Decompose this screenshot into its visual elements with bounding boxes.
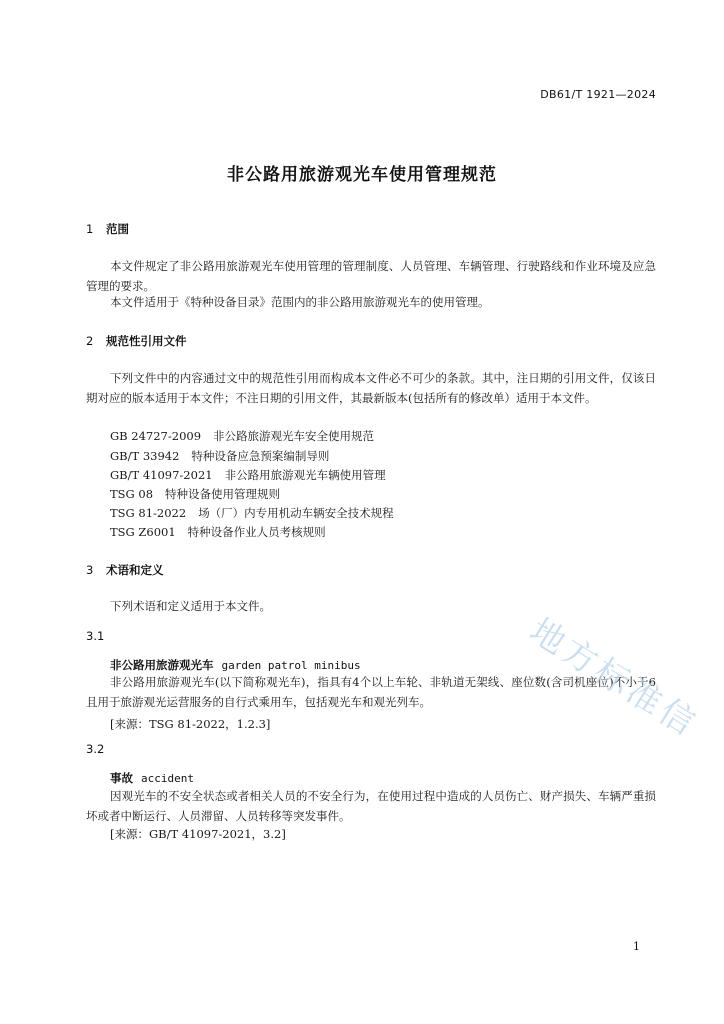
term-number: 3.1: [86, 629, 105, 643]
section-number: 2: [86, 334, 94, 348]
term-en: accident: [141, 772, 194, 785]
reference-item: TSG 08 特种设备使用管理规则: [110, 487, 281, 501]
reference-item: GB/T 41097-2021 非公路用旅游观光车辆使用管理: [110, 468, 386, 482]
watermark: 地方标准信: [522, 610, 705, 746]
term-entry: [110, 770, 194, 786]
scope-paragraph-1: 本文件规定了非公路用旅游观光车使用管理的管理制度、人员管理、车辆管理、行驶路线和作业环境及应急管理的要求。: [86, 259, 656, 293]
reference-item: TSG 81-2022 场（厂）内专用机动车辆安全技术规程: [110, 506, 394, 520]
section-number: 3: [86, 563, 94, 577]
section-2-heading: [86, 333, 187, 349]
page-number: 1: [633, 940, 640, 953]
reference-item: TSG Z6001 特种设备作业人员考核规则: [110, 525, 326, 539]
term-definition: 因观光车的不安全状态或者相关人员的不安全行为，在使用过程中造成的人员伤亡、财产损失、车辆严重损坏或者中断运行、人员滞留、人员转移等突发事件。: [86, 789, 656, 823]
term-zh: 事故: [110, 771, 133, 785]
section-number: 1: [86, 222, 94, 236]
section-3-heading: [86, 562, 164, 578]
term-source: [来源：TSG 81-2022，1.2.3]: [110, 717, 271, 731]
section-1-heading: [86, 221, 129, 237]
reference-item: GB 24727-2009 非公路旅游观光车安全使用规范: [110, 429, 375, 443]
term-definition: 非公路用旅游观光车(以下简称观光车)，指具有4个以上车轮、非轨道无架线、座位数(含司机座位)不小于6且用于旅游观光运营服务的自行式乘用车，包括观光车和观光列车。: [86, 675, 656, 709]
terms-intro: 下列术语和定义适用于本文件。: [110, 599, 271, 613]
standard-code: DB61/T 1921—2024: [540, 88, 656, 101]
section-title: 术语和定义: [106, 563, 164, 577]
term-number: 3.2: [86, 742, 105, 756]
term-source: [来源：GB/T 41097-2021，3.2]: [110, 827, 286, 841]
document-title: 非公路用旅游观光车使用管理规范: [227, 165, 497, 185]
term-zh: 非公路用旅游观光车: [110, 658, 214, 672]
reference-item: GB/T 33942 特种设备应急预案编制导则: [110, 449, 330, 463]
section-title: 范围: [106, 222, 129, 236]
term-entry: [110, 657, 361, 673]
scope-paragraph-2: 本文件适用于《特种设备目录》范围内的非公路用旅游观光车的使用管理。: [110, 295, 490, 309]
references-intro: 下列文件中的内容通过文中的规范性引用而构成本文件必不可少的条款。其中，注日期的引用文件，仅该日期对应的版本适用于本文件；不注日期的引用文件，其最新版本(包括所有的修改单）适用于本文件。: [86, 371, 656, 405]
term-en: garden patrol minibus: [221, 659, 361, 672]
section-title: 规范性引用文件: [106, 334, 187, 348]
